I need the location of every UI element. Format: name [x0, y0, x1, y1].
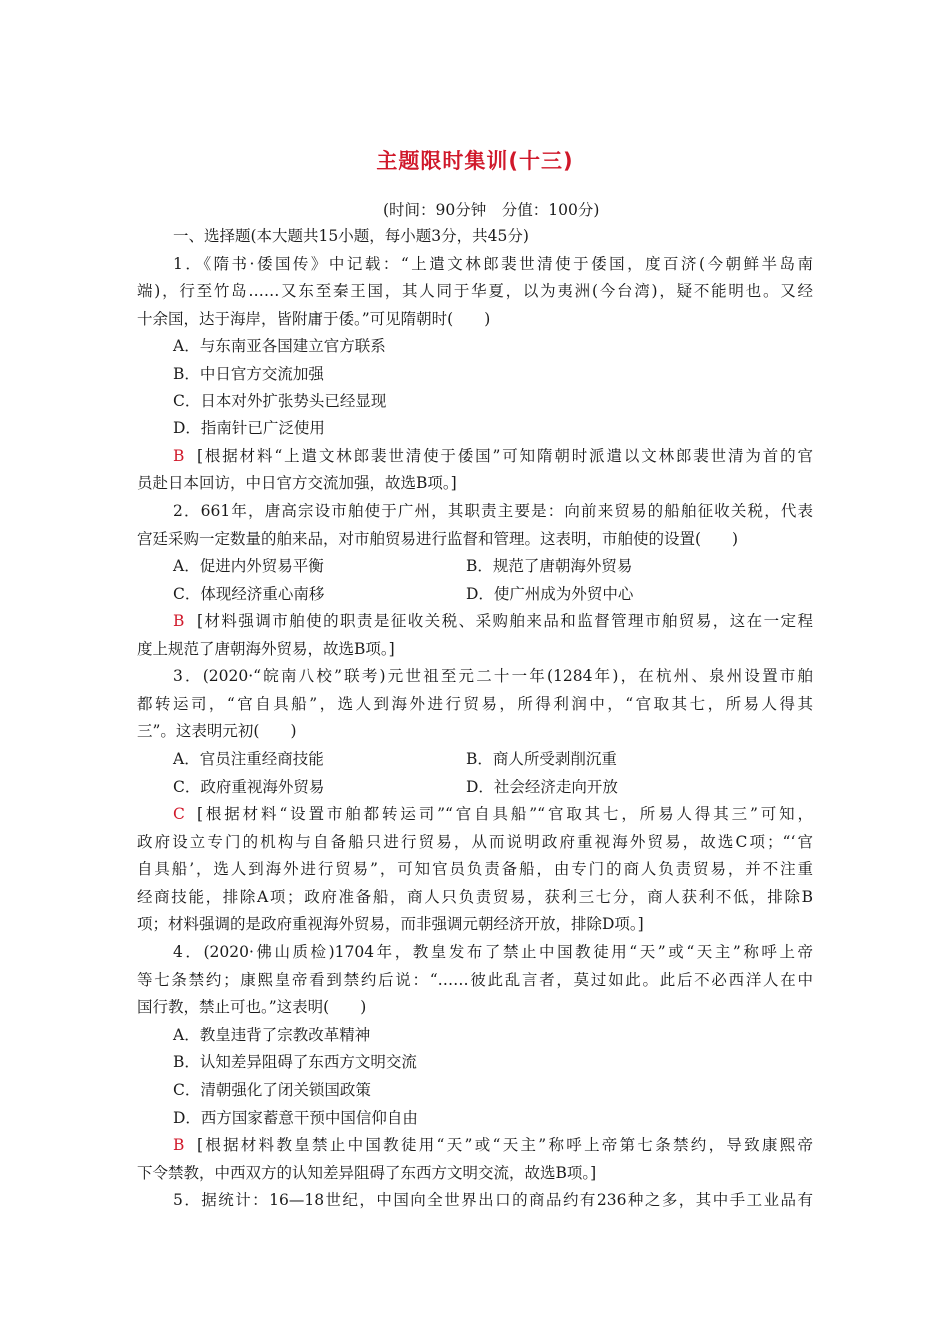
q5-stem-line-1: 5．据统计：16—18世纪，中国向全世界出口的商品约有236种之多，其中手工业品有 [173, 1191, 813, 1209]
q1-explanation-line-1: [根据材料“上遣文林郎裴世清使于倭国”可知隋朝时派遣以文林郎裴世清为首的官 [197, 447, 813, 465]
q1-stem-line-2: 端)，行至竹岛……又东至秦王国，其人同于华夏，以为夷洲(今台湾)，疑不能明也。又经 [137, 282, 813, 300]
page-title: 主题限时集训(十三) [376, 149, 574, 173]
q3-stem-line-3: 三”。这表明元初( ) [137, 722, 297, 740]
q4-explanation-line-2: 下令禁教，中西双方的认知差异阻碍了东西方文明交流，故选B项。] [137, 1164, 597, 1182]
q2-option-a: A．促进内外贸易平衡 [173, 557, 324, 575]
q1-explanation-line-2: 员赴日本回访，中日官方交流加强，故选B项。] [137, 474, 457, 492]
q1-stem-line-3: 十余国，达于海岸，皆附庸于倭。”可见隋朝时( ) [137, 310, 491, 328]
q3-option-a: A．官员注重经商技能 [173, 750, 324, 768]
q1-option-a: A．与东南亚各国建立官方联系 [173, 337, 386, 355]
q4-option-d: D．西方国家蓄意干预中国信仰自由 [173, 1109, 418, 1127]
q3-explanation-line-4: 经商技能，排除A项；政府准备船，商人只负责贸易，获利三七分，商人获利不低，排除B [137, 888, 813, 906]
q4-option-c: C．清朝强化了闭关锁国政策 [173, 1081, 371, 1099]
q1-stem-line-1: 1．《隋书·倭国传》中记载：“上遣文林郎裴世清使于倭国，度百济(今朝鲜半岛南 [173, 255, 813, 273]
q1-option-b: B．中日官方交流加强 [173, 365, 324, 383]
q3-answer: C [173, 805, 185, 823]
q2-answer: B [173, 612, 185, 630]
q3-option-c: C．政府重视海外贸易 [173, 778, 325, 796]
q3-explanation-line-1: [根据材料“设置市舶都转运司”“官自具船”“官取其七，所易人得其三”可知， [197, 805, 813, 823]
q3-explanation-line-3: 自具船’，选人到海外进行贸易”，可知官员负责备船，由专门的商人负责贸易，并不注重 [137, 860, 813, 878]
q4-option-b: B．认知差异阻碍了东西方文明交流 [173, 1053, 417, 1071]
q1-option-d: D．指南针已广泛使用 [173, 419, 325, 437]
q4-explanation-line-1: [根据材料教皇禁止中国教徒用“天”或“天主”称呼上帝第七条禁约，导致康熙帝 [197, 1136, 813, 1154]
q2-option-d: D．使广州成为外贸中心 [466, 585, 634, 603]
q3-stem-line-1: 3．(2020·“皖南八校”联考)元世祖至元二十一年(1284年)，在杭州、泉州设置市舶 [173, 667, 813, 685]
q2-stem-line-2: 宫廷采购一定数量的舶来品，对市舶贸易进行监督和管理。这表明，市舶使的设置( ) [137, 530, 739, 548]
q2-option-c: C．体现经济重心南移 [173, 585, 325, 603]
q1-option-c: C．日本对外扩张势头已经显现 [173, 392, 387, 410]
q3-explanation-line-5: 项；材料强调的是政府重视海外贸易，而非强调元朝经济开放，排除D项。] [137, 915, 644, 933]
exam-info: (时间：90分钟 分值：100分) [383, 201, 600, 219]
q3-explanation-line-2: 政府设立专门的机构与自备船只进行贸易，从而说明政府重视海外贸易，故选C项；“‘官 [137, 833, 813, 851]
q4-stem-line-2: 等七条禁约；康熙皇帝看到禁约后说：“……彼此乱言者，莫过如此。此后不必西洋人在中 [137, 971, 813, 989]
q2-explanation-line-1: [材料强调市舶使的职责是征收关税、采购舶来品和监督管理市舶贸易，这在一定程 [197, 612, 813, 630]
q3-option-d: D．社会经济走向开放 [466, 778, 618, 796]
section-heading: 一、选择题(本大题共15小题，每小题3分，共45分) [173, 227, 529, 245]
q1-answer: B [173, 447, 185, 465]
q4-stem-line-3: 国行教，禁止可也。”这表明( ) [137, 998, 367, 1016]
q3-option-b: B．商人所受剥削沉重 [466, 750, 617, 768]
q4-answer: B [173, 1136, 185, 1154]
q4-stem-line-1: 4．(2020·佛山质检)1704年，教皇发布了禁止中国教徒用“天”或“天主”称呼上帝 [173, 943, 813, 961]
q4-option-a: A．教皇违背了宗教改革精神 [173, 1026, 371, 1044]
q2-stem-line-1: 2．661年，唐高宗设市舶使于广州，其职责主要是：向前来贸易的船舶征收关税，代表 [173, 502, 813, 520]
q2-option-b: B．规范了唐朝海外贸易 [466, 557, 633, 575]
q2-explanation-line-2: 度上规范了唐朝海外贸易，故选B项。] [137, 640, 395, 658]
q3-stem-line-2: 都转运司，“官自具船”，选人到海外进行贸易，所得利润中，“官取其七，所易人得其 [137, 695, 813, 713]
